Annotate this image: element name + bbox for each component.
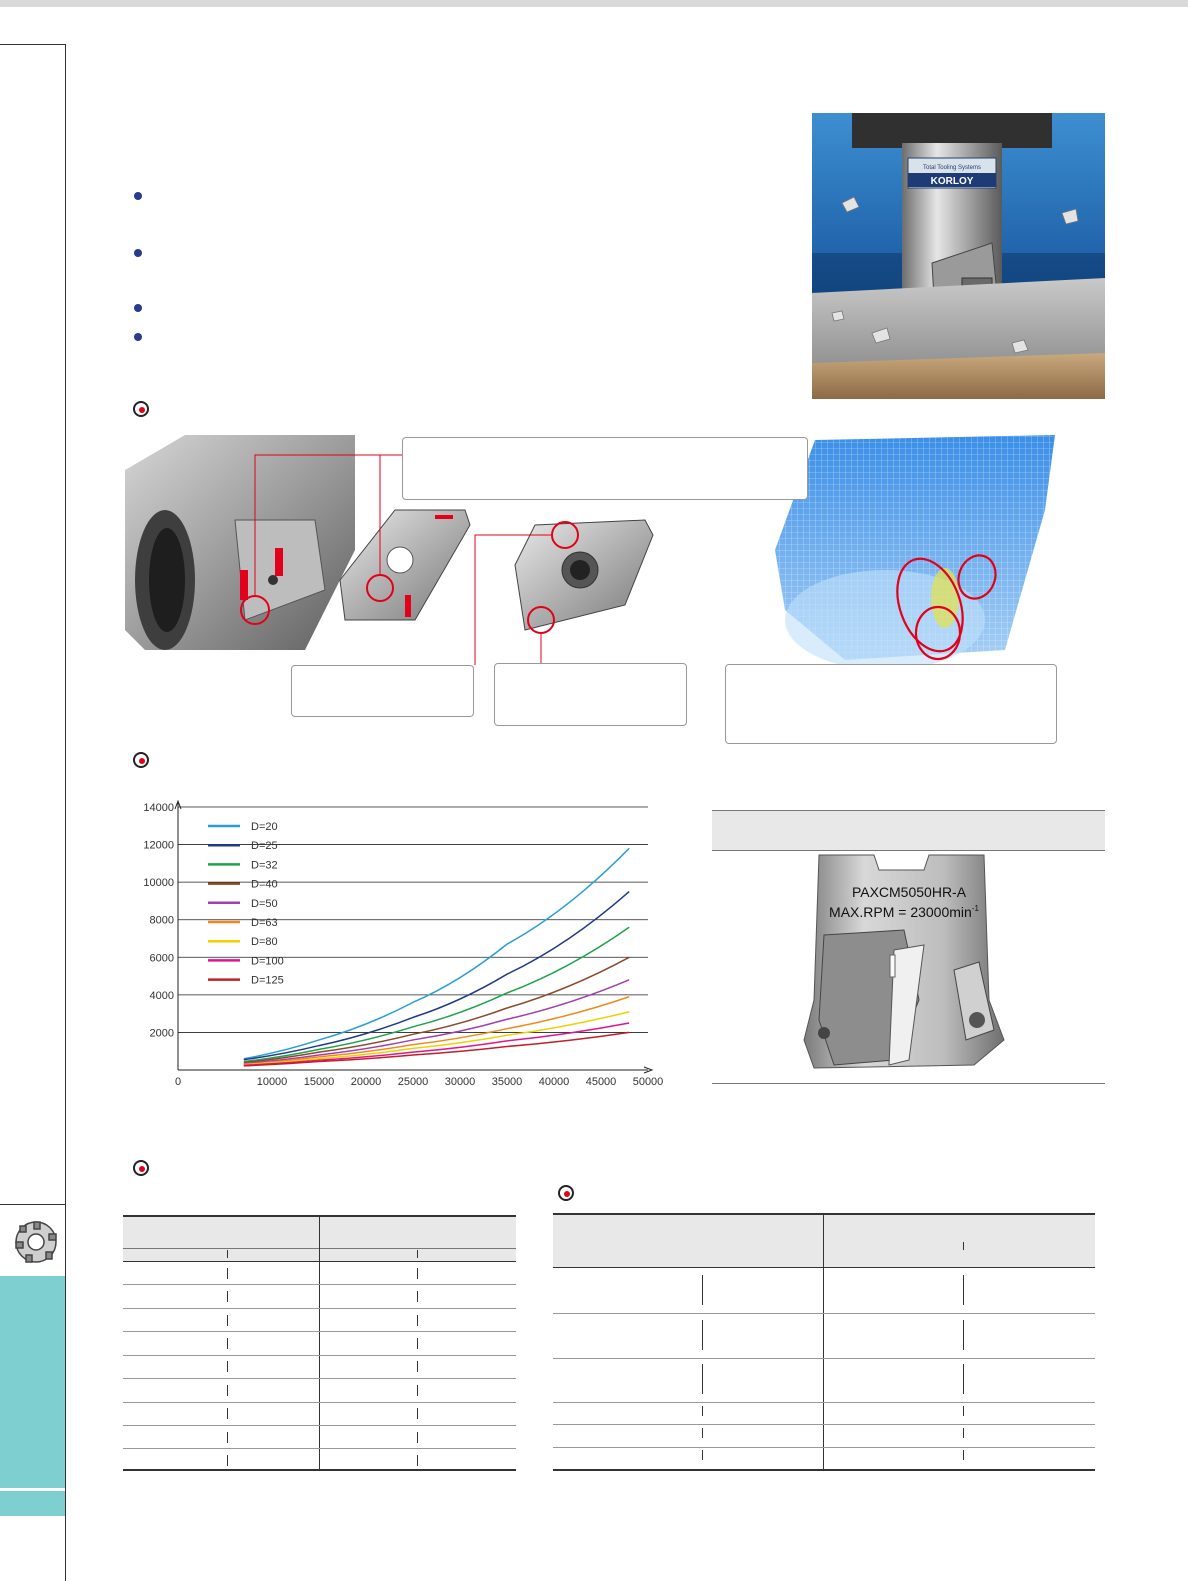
x-tick-label: 0 [174,1076,182,1088]
bullet-4 [134,333,142,341]
tool-model-label: PAXCM5050HR-A [851,884,967,900]
y-tick-label: 10000 [143,877,174,890]
rpm-chart [130,795,664,1090]
series-line-d-50 [244,980,629,1064]
right-spec-table [553,1213,1095,1471]
tool-rpm-label: $MAX.RPM = 23000\min^{-1}$ [829,904,979,920]
x-tick-label: 30000 [444,1076,476,1088]
y-tick-label: 2000 [149,1027,174,1040]
margin-rule [65,44,66,1581]
section-icon-table-right [558,1185,574,1201]
legend-label: D=25 [251,840,278,853]
x-tick-label: 40000 [538,1076,570,1088]
left-spec-table [123,1215,516,1471]
legend-label: D=20 [251,821,278,833]
legend-label: D=32 [251,859,278,872]
x-tick-label: 25000 [397,1076,429,1088]
section-icon-table-left [133,1160,149,1176]
margin-rule-mid [0,1204,66,1205]
series-line-d-20 [244,848,629,1058]
legend-label: D=40 [251,878,278,891]
x-tick-label: 45000 [585,1076,617,1088]
series-line-d-63 [244,997,629,1065]
section-icon-chart [133,752,149,768]
legend-label: D=63 [251,917,278,929]
tool-panel-header [712,810,1105,851]
legend-label: D=50 [251,897,278,910]
margin-rule-top [0,44,66,45]
section-icon-design [133,401,149,417]
y-tick-label: 6000 [149,952,174,965]
bullet-2 [134,249,142,257]
tool-panel [712,810,1105,1085]
series-line-d-40 [244,957,629,1062]
photo-brand-label: KORLOY [930,176,974,187]
x-tick-label: 20000 [350,1076,382,1088]
callout-insert-left [291,665,474,717]
legend-label: D=100 [251,955,284,968]
top-bar [0,0,1188,7]
bullet-3 [134,304,142,312]
callout-fea-analysis [725,664,1057,744]
cutter-thumbnail-icon [14,1220,58,1264]
x-tick-label: 35000 [491,1076,523,1088]
callout-insert-seat [402,437,808,500]
x-tick-label: 50000 [632,1076,664,1088]
tool-panel-footer [712,1083,1105,1084]
side-tab [0,1276,65,1491]
x-tick-label: 15000 [303,1076,335,1088]
y-tick-label: 4000 [149,989,174,1002]
photo-caption: Total Tooling Systems [923,165,981,171]
product-photo [812,113,1105,399]
y-tick-label: 12000 [143,839,174,852]
bullet-1 [134,192,142,200]
legend-label: D=80 [251,936,278,949]
legend-label: D=125 [251,974,284,987]
series-line-d-25 [244,892,629,1060]
y-tick-label: 14000 [143,802,174,814]
callout-insert-edge [494,663,687,726]
x-tick-label: 10000 [256,1076,288,1088]
y-tick-label: 8000 [149,914,174,927]
side-tab-lower [0,1491,65,1516]
tool-head-image [794,850,1024,1080]
